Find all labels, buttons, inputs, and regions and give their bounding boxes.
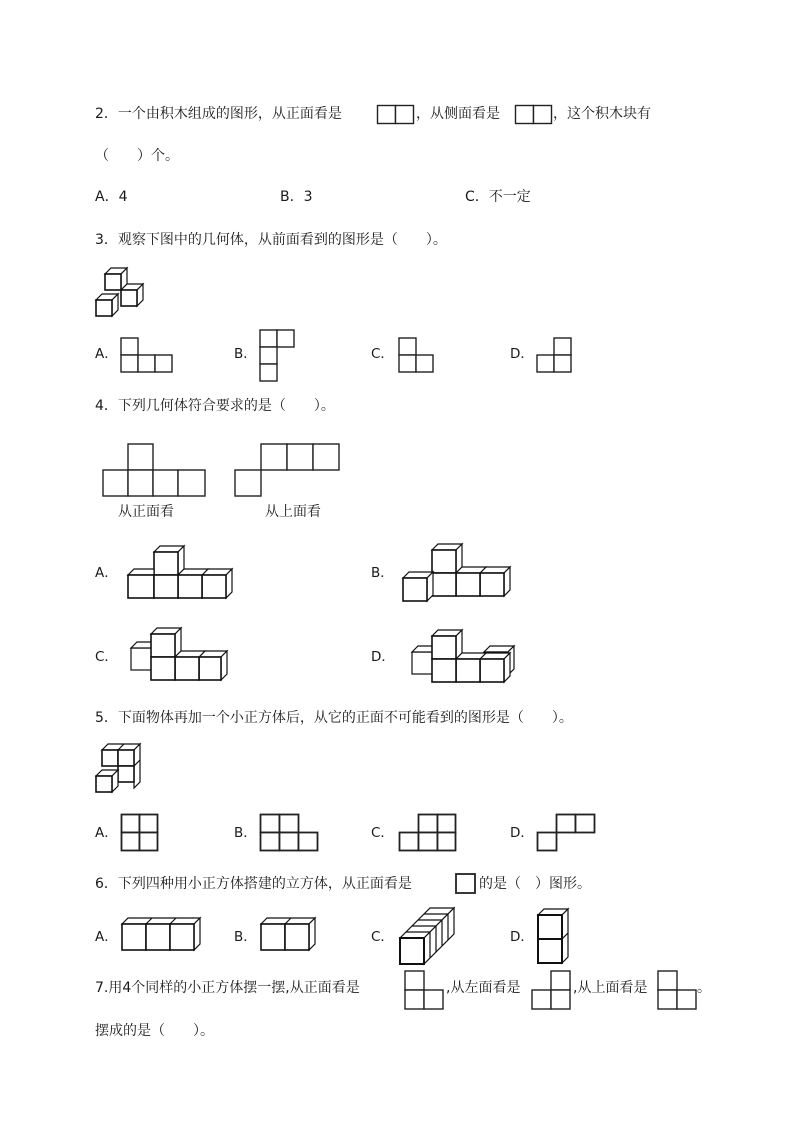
q5-option-c[interactable]: C． — [371, 825, 394, 841]
q7-question-part-2: ,从左面看是 — [446, 980, 521, 996]
q7-left-view-icon — [531, 970, 571, 1010]
q6-option-b[interactable]: B． — [234, 929, 257, 945]
q3-option-a-figure[interactable] — [120, 337, 175, 373]
q4-top-view-label: 从上面看 — [265, 504, 321, 520]
q4-option-a-figure[interactable] — [126, 546, 238, 602]
q3-option-d-figure[interactable] — [536, 337, 574, 373]
q6-option-d[interactable]: D． — [510, 929, 534, 945]
q3-option-b-figure[interactable] — [259, 329, 297, 381]
q3-question: 3．观察下图中的几何体，从前面看到的图形是（ ）。 — [95, 232, 447, 248]
q7-front-view-icon — [404, 970, 444, 1010]
q3-option-c[interactable]: C． — [371, 346, 394, 362]
q5-question: 5．下面物体再加一个小正方体后，从它的正面不可能看到的图形是（ ）。 — [95, 710, 573, 726]
q5-option-c-figure[interactable] — [398, 813, 458, 853]
q6-option-a-figure[interactable] — [120, 916, 202, 952]
q5-option-a[interactable]: A． — [95, 825, 118, 841]
q3-option-d[interactable]: D． — [510, 346, 534, 362]
q2-text-2: ，从侧面看是 — [416, 106, 500, 122]
q2-option-c[interactable]: C．不一定 — [465, 189, 531, 205]
q5-option-a-figure[interactable] — [120, 813, 160, 853]
q5-option-b-figure[interactable] — [259, 813, 319, 853]
q4-front-view-label: 从正面看 — [118, 504, 174, 520]
q2-side-view-icon — [515, 105, 553, 125]
q2-text-1: 2．一个由积木组成的图形，从正面看是 — [95, 106, 342, 122]
q7-question-part-1: 7.用4个同样的小正方体摆一摆,从正面看是 — [95, 980, 360, 996]
q3-geometry-figure — [94, 266, 149, 318]
q6-option-c-figure[interactable] — [398, 906, 456, 964]
q3-option-b[interactable]: B． — [234, 346, 257, 362]
q6-question-part-1: 6．下列四种用小正方体搭建的立方体，从正面看是 — [95, 876, 412, 892]
q7-question-part-4: 。 — [697, 980, 711, 996]
q5-geometry-figure — [94, 742, 146, 794]
q6-option-b-figure[interactable] — [259, 916, 317, 952]
q2-option-a[interactable]: A．4 — [95, 189, 128, 205]
q7-answer-line: 摆成的是（ ）。 — [95, 1023, 214, 1039]
q4-option-c[interactable]: C． — [95, 649, 118, 665]
q7-top-view-icon — [657, 970, 697, 1010]
q3-option-a[interactable]: A． — [95, 346, 118, 362]
q6-front-view-icon — [455, 873, 477, 895]
q6-option-d-figure[interactable] — [536, 907, 572, 965]
q3-option-c-figure[interactable] — [398, 337, 436, 373]
q7-question-part-3: ,从上面看是 — [573, 980, 648, 996]
q2-answer-line: （ ）个。 — [95, 148, 179, 164]
q2-text-3: ，这个积木块有 — [553, 106, 651, 122]
q5-option-d[interactable]: D． — [510, 825, 534, 841]
q4-option-b-figure[interactable] — [401, 544, 517, 604]
q4-top-view-figure — [234, 443, 342, 499]
q2-option-b[interactable]: B．3 — [280, 189, 313, 205]
q2-front-view-icon — [377, 105, 415, 125]
q4-option-b[interactable]: B． — [371, 565, 394, 581]
q4-option-d[interactable]: D． — [371, 649, 395, 665]
q5-option-d-figure[interactable] — [536, 813, 596, 853]
q4-option-c-figure[interactable] — [129, 626, 231, 684]
q4-option-a[interactable]: A． — [95, 565, 118, 581]
q4-option-d-figure[interactable] — [410, 630, 522, 686]
q4-front-view-figure — [102, 443, 208, 499]
q6-option-c[interactable]: C． — [371, 929, 394, 945]
q6-question-part-2: 的是（ ）图形。 — [479, 876, 591, 892]
q6-option-a[interactable]: A． — [95, 929, 118, 945]
q5-option-b[interactable]: B． — [234, 825, 257, 841]
q4-question: 4．下列几何体符合要求的是（ ）。 — [95, 398, 335, 414]
